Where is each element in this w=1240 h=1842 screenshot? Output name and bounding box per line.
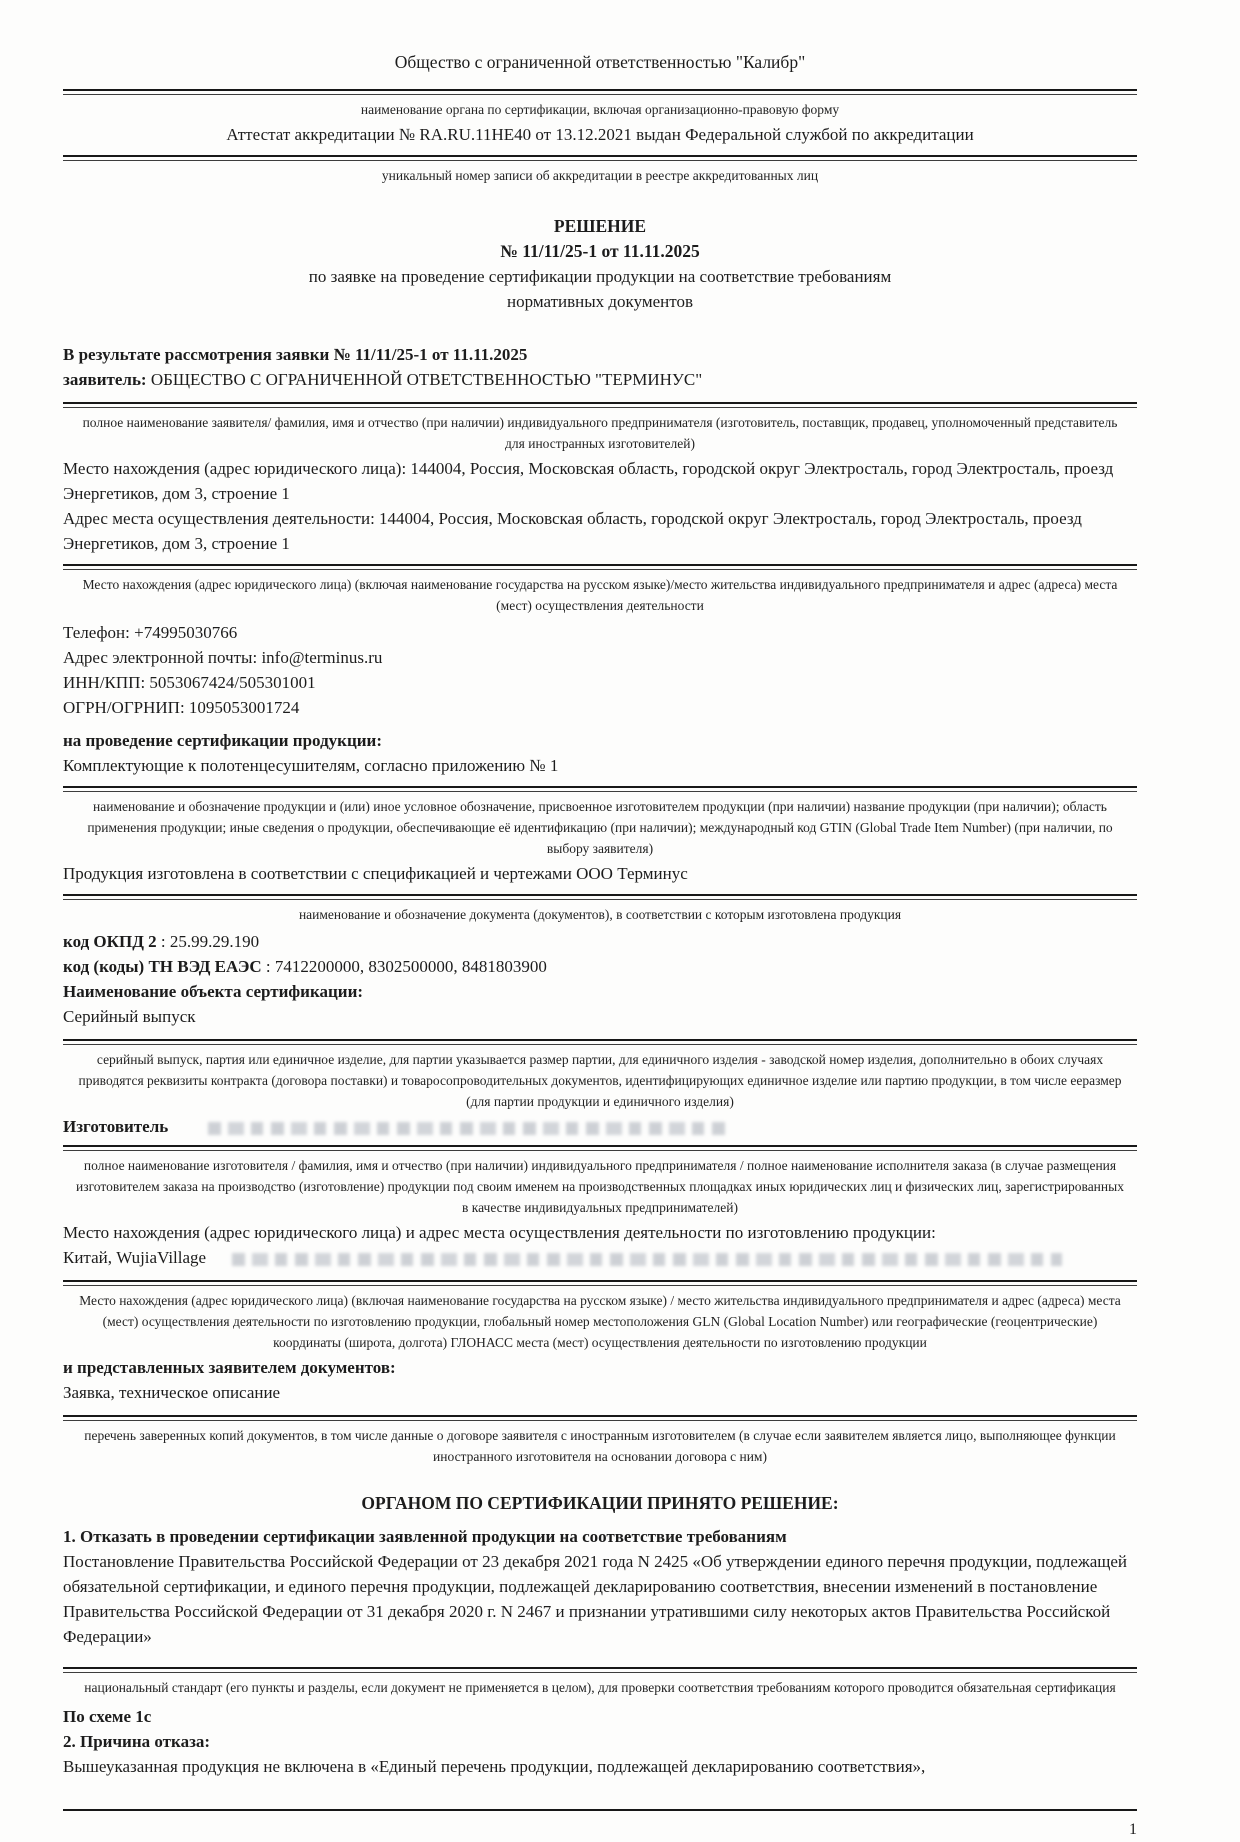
scheme-line: По схеме 1с bbox=[63, 1707, 152, 1726]
separator bbox=[63, 155, 1137, 161]
applicant-caption: полное наименование заявителя/ фамилия, имя и отчество (при наличии) индивидуального предпринимателя (изготовитель, поставщик, продавец, уполномоченный представитель для иностранных изготовителей) bbox=[82, 415, 1118, 451]
email-line: Адрес электронной почты: info@terminus.ru bbox=[63, 648, 383, 667]
manufacturer-caption: полное наименование изготовителя / фамилия, имя и отчество (при наличии) индивидуального предпринимателя / полное наименование исполнителя заказа (в случае размещения изготовителем заказа на производство (изготовление) продукции под своим именем на производственных площадках иных юридических лиц и физических лиц, зарегистрированных в качестве индивидуальных предпринимателей) bbox=[76, 1158, 1124, 1215]
certification-object-label: Наименование объекта сертификации: bbox=[63, 982, 364, 1001]
tnved-line bbox=[63, 954, 1137, 979]
decision-subtitle-1: по заявке на проведение сертификации продукции на соответствие требованиям bbox=[308, 267, 892, 286]
product-section-label: на проведение сертификации продукции: bbox=[63, 731, 383, 750]
separator bbox=[63, 786, 1137, 792]
scan-ghost-artifact bbox=[232, 1253, 1062, 1266]
product-spec-line: Продукция изготовлена в соответствии с спецификацией и чертежами ООО Терминус bbox=[63, 864, 688, 883]
manufacturer-section-label: Изготовитель bbox=[63, 1117, 169, 1136]
documents-caption: перечень заверенных копий документов, в том числе данные о договоре заявителя с иностранным изготовителем (в случае если заявителем является лицо, выполняющее функции иностранного изготовителя на основании договора с ним) bbox=[84, 1428, 1116, 1464]
separator bbox=[63, 1039, 1137, 1045]
spec-caption: наименование и обозначение документа (документов), в соответствии с которым изготовлена продукция bbox=[298, 907, 902, 922]
product-caption: наименование и обозначение продукции и (или) иное условное обозначение, присвоенное изготовителем продукции (при наличии) название продукции (при наличии); область применения продукции; иные сведения о продукции, обеспечивающие её идентификацию (при наличии); международный код GTIN (Global Trade Item Number) (при наличии, по выбору заявителя) bbox=[87, 799, 1113, 856]
decision-item1-text: Постановление Правительства Российской Федерации от 23 декабря 2021 года N 2425 «Об утверждении единого перечня продукции, подлежащей обязательной сертификации, и единого перечня продукции, подлежащей декларированию соответствия, внесении изменений в постановление Правительства Российской Федерации от 31 декабря 2020 г. N 2467 и признании утратившими силу некоторых актов Правительства Российской Федерации» bbox=[63, 1552, 1127, 1646]
documents-section-label: и представленных заявителем документов: bbox=[63, 1358, 396, 1377]
separator bbox=[63, 894, 1137, 900]
decision-number: № 11/11/25-1 от 11.11.2025 bbox=[500, 241, 700, 261]
certification-object-value: Серийный выпуск bbox=[63, 1007, 196, 1026]
manufacturer-address-line: Место нахождения (адрес юридического лица) и адрес места осуществления деятельности по изготовлению продукции: bbox=[63, 1223, 936, 1242]
phone-line: Телефон: +74995030766 bbox=[63, 623, 238, 642]
separator bbox=[63, 89, 1137, 95]
separator bbox=[63, 1667, 1137, 1673]
page-number: 1 bbox=[1129, 1821, 1137, 1838]
address-caption: Место нахождения (адрес юридического лица) (включая наименование государства на русском языке)/место жительства индивидуального предпринимателя и адрес (адреса) места (мест) осуществления деятельности bbox=[82, 577, 1118, 613]
product-name-line: Комплектующие к полотенцесушителям, согласно приложению № 1 bbox=[63, 756, 559, 775]
accreditation-line: Аттестат аккредитации № RA.RU.11НЕ40 от 13.12.2021 выдан Федеральной службой по аккредитации bbox=[226, 125, 974, 144]
activity-address-line: Адрес места осуществления деятельности: 144004, Россия, Московская область, городской округ Электросталь, город Электросталь, проезд Энергетиков, дом 3, строение 1 bbox=[63, 509, 1082, 553]
decision-item2-text: Вышеуказанная продукция не включена в «Единый перечень продукции, подлежащей декларированию соответствия», bbox=[63, 1757, 926, 1776]
okpd-value: : 25.99.29.190 bbox=[160, 932, 260, 951]
manufacturer-section-line bbox=[63, 1114, 1137, 1139]
documents-value: Заявка, техническое описание bbox=[63, 1383, 281, 1402]
footer-separator bbox=[63, 1809, 1137, 1811]
scan-ghost-artifact bbox=[208, 1122, 728, 1135]
applicant-line bbox=[63, 367, 1137, 392]
applicant-label: заявитель: bbox=[63, 370, 147, 389]
separator bbox=[63, 564, 1137, 570]
tnved-value: : 7412200000, 8302500000, 8481803900 bbox=[265, 957, 547, 976]
application-result-line: В результате рассмотрения заявки № 11/11/25-1 от 11.11.2025 bbox=[63, 345, 528, 364]
accreditation-caption: уникальный номер записи об аккредитации в реестре аккредитованных лиц bbox=[381, 168, 819, 183]
inn-kpp-line: ИНН/КПП: 5053067424/505301001 bbox=[63, 673, 316, 692]
manufacturer-address-caption: Место нахождения (адрес юридического лица) (включая наименование государства на русском языке) / место жительства индивидуального предпринимателя и адрес (адреса) места (мест) осуществления деятельности по изготовлению продукции, глобальный номер местоположения GLN (Global Location Number) или географические (геоцентрические) координаты (широта, долгота) ГЛОНАСС места (мест) осуществления деятельности по изготовлению продукции bbox=[79, 1293, 1121, 1350]
decision-heading: РЕШЕНИЕ bbox=[553, 216, 647, 236]
separator bbox=[63, 1415, 1137, 1421]
separator bbox=[63, 1280, 1137, 1286]
certification-body-name: Общество с ограниченной ответственностью "Калибр" bbox=[394, 52, 806, 72]
certification-body-caption: наименование органа по сертификации, включая организационно-правовую форму bbox=[360, 102, 840, 117]
legal-address-line: Место нахождения (адрес юридического лица): 144004, Россия, Московская область, городской округ Электросталь, город Электросталь, проезд Энергетиков, дом 3, строение 1 bbox=[63, 459, 1114, 503]
separator bbox=[63, 1145, 1137, 1151]
okpd-label: код ОКПД 2 bbox=[63, 932, 157, 951]
decision-subtitle-2: нормативных документов bbox=[507, 292, 693, 311]
decision-item1-label: 1. Отказать в проведении сертификации заявленной продукции на соответствие требованиям bbox=[63, 1527, 787, 1546]
applicant-value: ОБЩЕСТВО С ОГРАНИЧЕННОЙ ОТВЕТСТВЕННОСТЬЮ "ТЕРМИНУС" bbox=[150, 370, 703, 389]
manufacturer-address-value: Китай, WujiaVillage bbox=[63, 1248, 207, 1267]
decision-body-heading: ОРГАНОМ ПО СЕРТИФИКАЦИИ ПРИНЯТО РЕШЕНИЕ: bbox=[361, 1493, 839, 1513]
ogrn-line: ОГРН/ОГРНИП: 1095053001724 bbox=[63, 698, 300, 717]
certification-object-caption: серийный выпуск, партия или единичное изделие, для партии указывается размер партии, для единичного изделия - заводской номер изделия, дополнительно в обоих случаях приводятся реквизиты контракта (договора поставки) и товаросопроводительных документов, идентифицирующих единичное изделие или партию продукции, в том числе ееразмер (для партии продукции и единичного изделия) bbox=[78, 1052, 1122, 1109]
manufacturer-address-value-line bbox=[63, 1245, 1137, 1270]
standard-caption: национальный стандарт (его пункты и разделы, если документ не применяется в целом), для проверки соответствия требованиям которого проводится обязательная сертификация bbox=[84, 1680, 1116, 1695]
tnved-label: код (коды) ТН ВЭД ЕАЭС bbox=[63, 957, 262, 976]
okpd-line bbox=[63, 929, 1137, 954]
separator bbox=[63, 402, 1137, 408]
decision-item2-label: 2. Причина отказа: bbox=[63, 1732, 211, 1751]
